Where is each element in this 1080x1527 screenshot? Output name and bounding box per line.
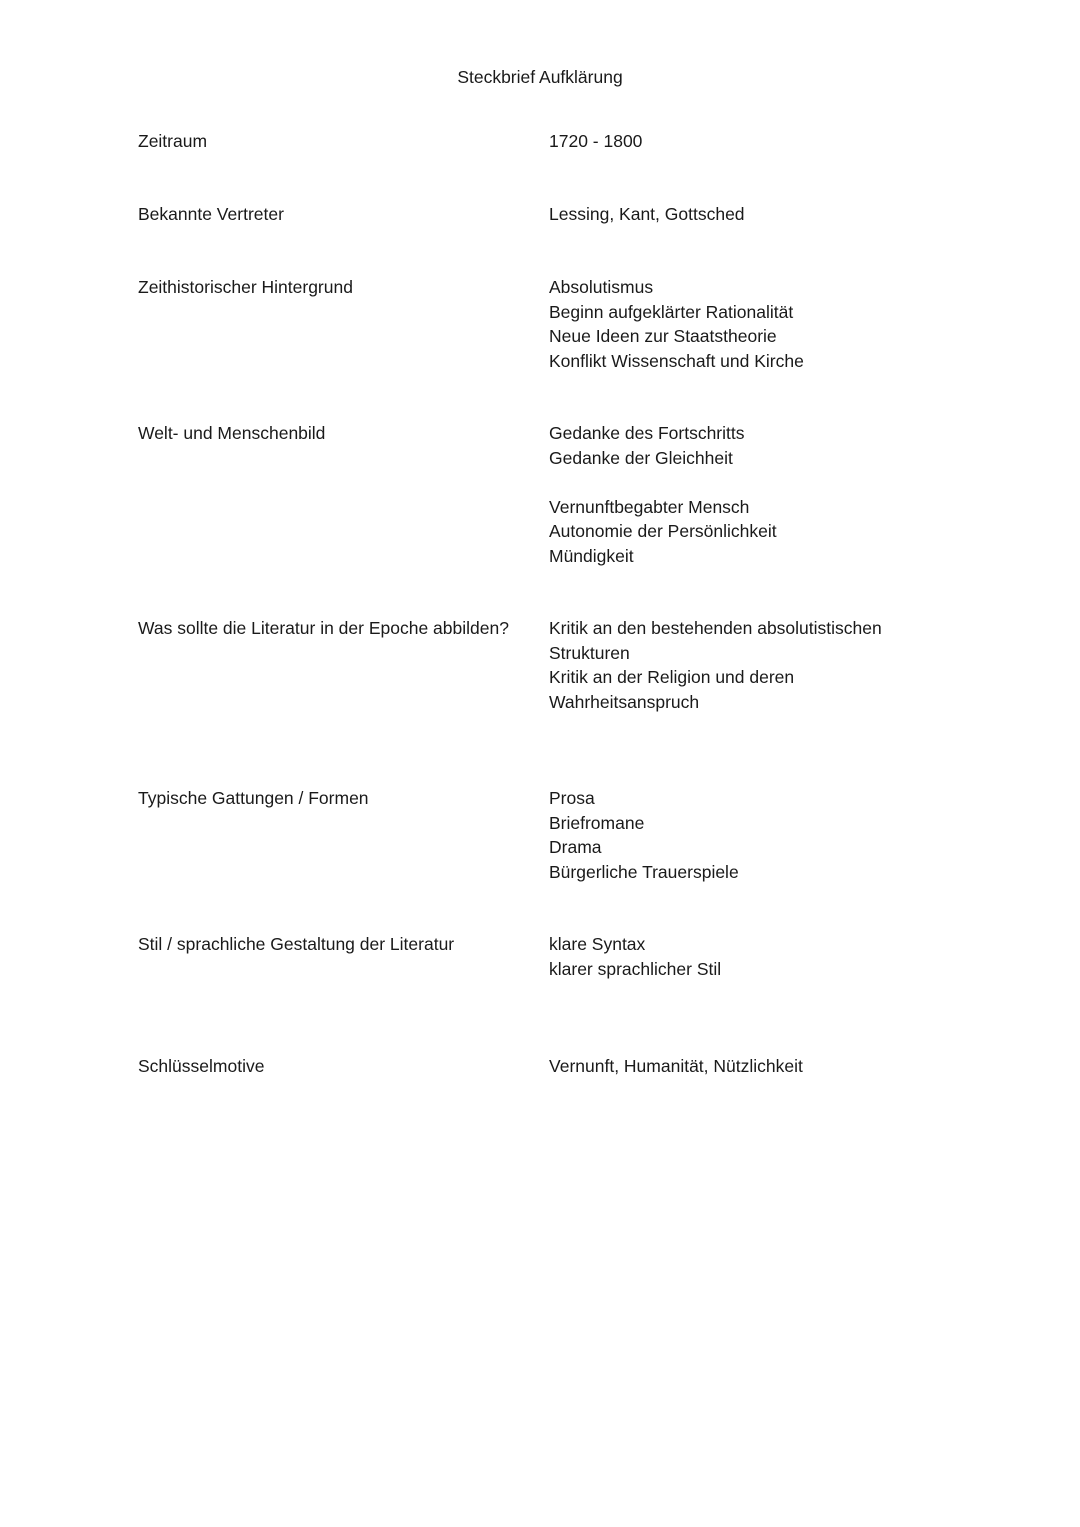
- value-line: Gedanke des Fortschritts: [549, 423, 745, 443]
- value-line: Lessing, Kant, Gottsched: [549, 204, 745, 224]
- value-line: Prosa: [549, 788, 595, 808]
- value-line: Bürgerliche Trauerspiele: [549, 861, 739, 882]
- spacer: [549, 470, 949, 495]
- value-line: Beginn aufgeklärter Rationalität: [549, 301, 794, 322]
- row-label: Was sollte die Literatur in der Epoche abbilden?: [138, 618, 509, 638]
- row-label: Schlüsselmotive: [138, 1056, 265, 1076]
- value-line: Gedanke der Gleichheit: [549, 447, 733, 468]
- row-label: Zeitraum: [138, 131, 208, 151]
- value-line: Vernunft, Humanität, Nützlichkeit: [549, 1056, 803, 1076]
- row-label: Welt- und Menschenbild: [138, 423, 326, 443]
- value-line: Konflikt Wissenschaft und Kirche: [549, 350, 804, 371]
- value-line: Briefromane: [549, 812, 645, 833]
- row-label: Zeithistorischer Hintergrund: [138, 277, 353, 297]
- page-title: Steckbrief Aufklärung: [457, 67, 623, 87]
- value-line: Autonomie der Persönlichkeit: [549, 521, 777, 541]
- value-line: klare Syntax: [549, 934, 646, 954]
- value-line: Absolutismus: [549, 277, 654, 297]
- row-label: Bekannte Vertreter: [138, 204, 284, 224]
- value-line: Wahrheitsanspruch: [549, 691, 700, 712]
- row-label: Typische Gattungen / Formen: [138, 788, 369, 808]
- row-values: [549, 129, 949, 154]
- value-line: Strukturen: [549, 642, 630, 663]
- row-values: [549, 275, 949, 373]
- value-line: Kritik an den bestehenden absolutistischen: [549, 618, 882, 638]
- row-values: [549, 421, 949, 568]
- value-line: Mündigkeit: [549, 545, 634, 566]
- value-line: Kritik an der Religion und deren: [549, 667, 795, 687]
- row-values: [549, 202, 949, 227]
- row-values: [549, 932, 949, 981]
- value-line: Neue Ideen zur Staatstheorie: [549, 326, 777, 346]
- row-label: Stil / sprachliche Gestaltung der Literatur: [138, 934, 455, 954]
- value-line: Drama: [549, 837, 602, 857]
- value-line: 1720 - 1800: [549, 131, 643, 151]
- value-line: Vernunftbegabter Mensch: [549, 496, 750, 517]
- value-line: klarer sprachlicher Stil: [549, 958, 722, 979]
- row-values: [549, 786, 949, 884]
- row-values: [549, 1054, 949, 1079]
- row-values: [549, 616, 949, 714]
